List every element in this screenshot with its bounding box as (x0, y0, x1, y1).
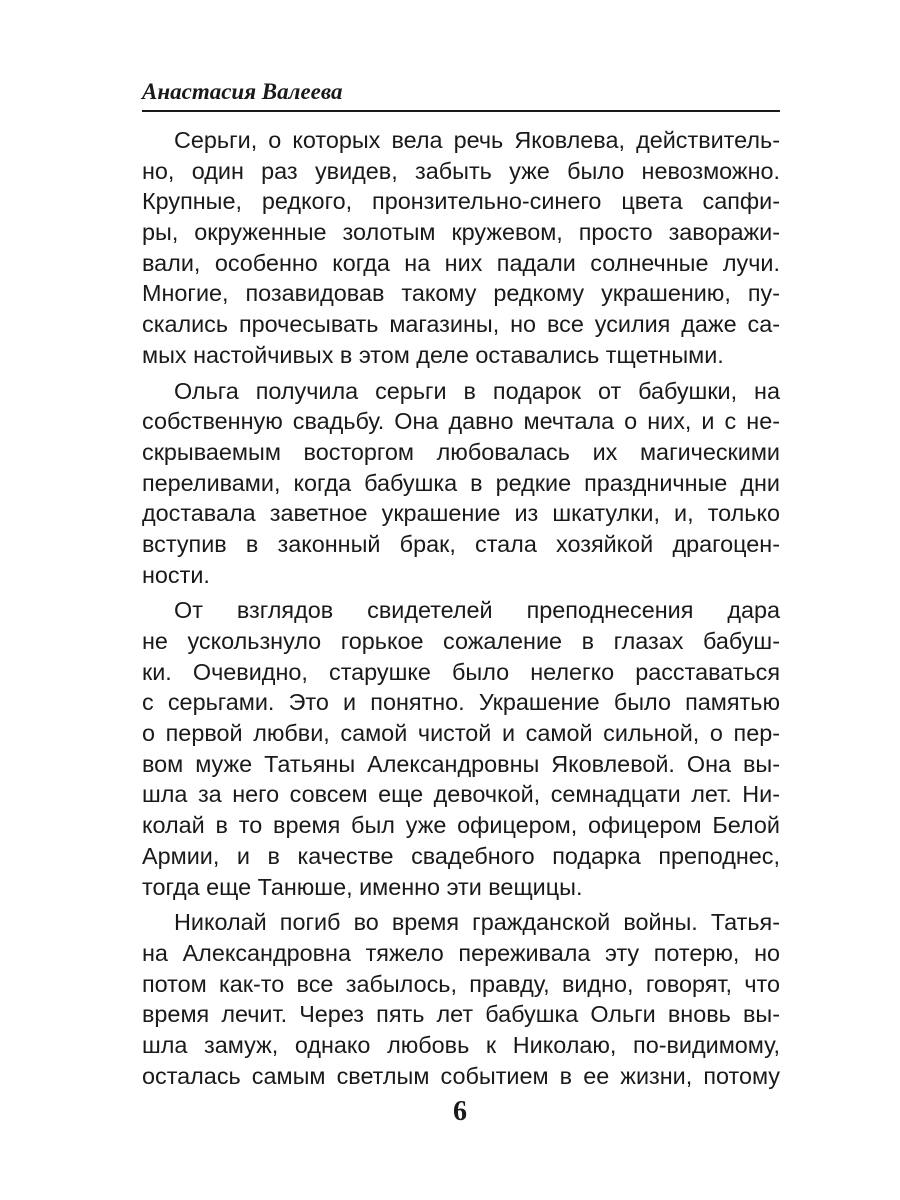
text-line: От взглядов свидетелей преподнесения дара (174, 597, 780, 624)
text-line: шла замуж, однако любовь к Николаю, по-видимому, (142, 1031, 780, 1058)
text-line: доставала заветное украшение из шкатулки, и, только (142, 500, 780, 527)
text-line: собственную свадьбу. Она давно мечтала о них, и с не- (142, 408, 780, 435)
text-line: ности. (142, 561, 210, 588)
text-line: скались прочесывать магазины, но все усилия даже са- (142, 311, 780, 338)
text-line: не ускользнуло горькое сожаление в глазах бабуш- (142, 628, 780, 654)
text-line: тогда еще Танюше, именно эти вещицы. (142, 873, 583, 900)
text-line: вали, особенно когда на них падали солнечные лучи. (142, 249, 780, 276)
text-line: на Александровна тяжело переживала эту потерю, но (142, 939, 780, 966)
text-line: переливами, когда бабушка в редкие праздничные дни (142, 469, 780, 496)
text-line: осталась самым светлым событием в ее жизни, потому (142, 1062, 780, 1089)
text-line: время лечит. Через пять лет бабушка Ольги вновь вы- (142, 1001, 780, 1028)
text-line: колай в то время был уже офицером, офицером Белой (142, 812, 780, 839)
running-header-author: Анастасия Валеева (142, 79, 343, 104)
paragraph-3 (142, 595, 780, 902)
text-line: о первой любви, самой чистой и самой сильной, о пер- (142, 720, 780, 747)
text-line: потом как-то все забылось, правду, видно, говорят, что (142, 970, 780, 997)
paragraph-1 (142, 125, 780, 371)
text-line: мых настойчивых в этом деле оставались тщетными. (142, 341, 724, 368)
text-line: вступив в законный брак, стала хозяйкой драгоцен- (142, 530, 780, 557)
text-line: Многие, позавидовав такому редкому украшению, пу- (142, 280, 780, 307)
header-rule (142, 110, 780, 112)
text-line: шла за него совсем еще девочкой, семнадцати лет. Ни- (142, 781, 780, 808)
page-number: 6 (453, 1096, 467, 1127)
text-line: Крупные, редкого, пронзительно-синего цвета сапфи- (142, 188, 780, 215)
text-line: с серьгами. Это и понятно. Украшение было памятью (142, 689, 780, 716)
page-body-text (142, 125, 780, 1096)
text-line: Армии, и в качестве свадебного подарка преподнес, (142, 842, 780, 869)
text-line: вом муже Татьяны Александровны Яковлевой. Она вы- (142, 750, 780, 777)
text-line: ки. Очевидно, старушке было нелегко расставаться (142, 658, 780, 685)
text-line: скрываемым восторгом любовалась их магическими (142, 438, 780, 465)
text-line: Николай погиб во время гражданской войны. Татья- (174, 909, 780, 936)
paragraph-4 (142, 907, 780, 1091)
text-line: но, один раз увидев, забыть уже было невозможно. (142, 157, 780, 184)
paragraph-2 (142, 376, 780, 591)
text-line: Ольга получила серьги в подарок от бабушки, на (174, 377, 780, 404)
text-line: Серьги, о которых вела речь Яковлева, действитель- (174, 127, 780, 153)
text-line: ры, окруженные золотым кружевом, просто заворажи- (142, 219, 780, 246)
